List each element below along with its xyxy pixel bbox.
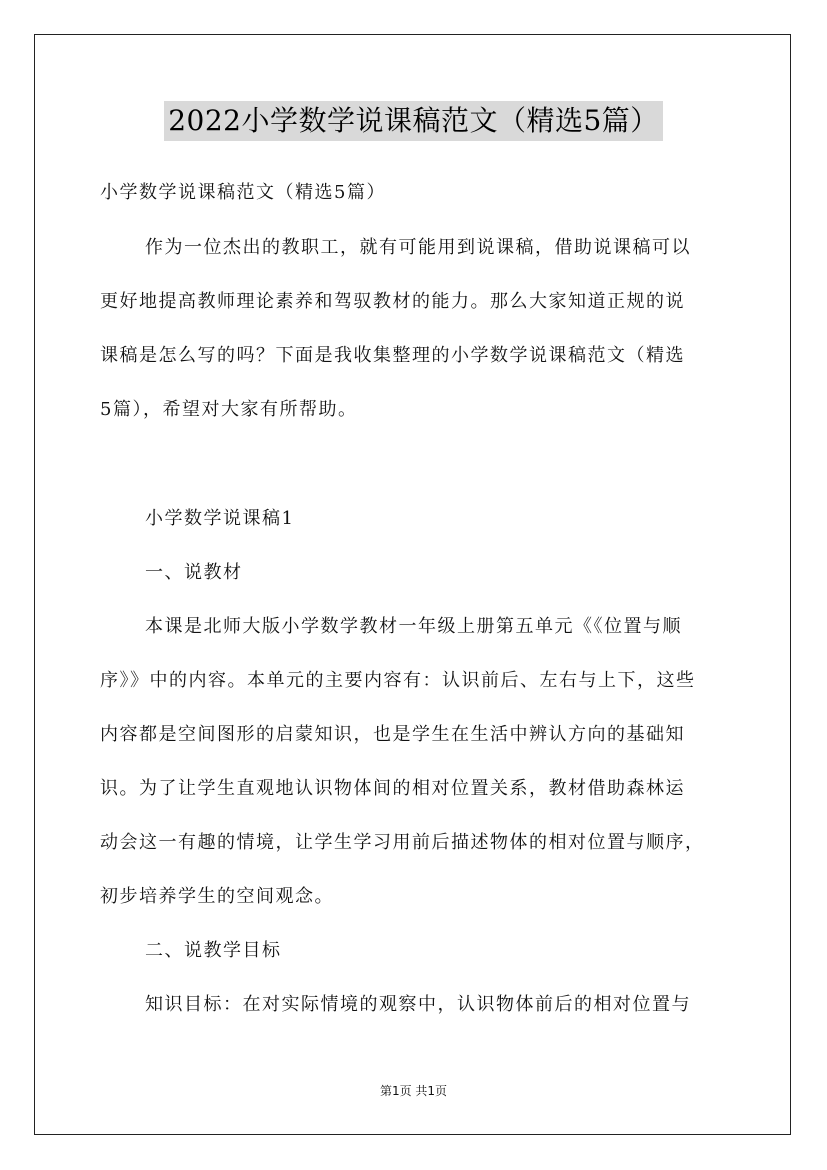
subtitle-line: 小学数学说课稿范文（精选5篇） [100, 182, 386, 203]
title-container [0, 101, 827, 141]
paragraph-line: 识。为了让学生直观地认识物体间的相对位置关系，教材借助森林运 [100, 778, 685, 799]
paragraph-line: 动会这一有趣的情境，让学生学习用前后描述物体的相对位置与顺序， [100, 832, 705, 853]
paragraph-line: 5篇），希望对大家有所帮助。 [100, 399, 358, 420]
paragraph-line: 内容都是空间图形的启蒙知识，也是学生在生活中辨认方向的基础知 [100, 724, 685, 745]
paragraph-line: 更好地提高教师理论素养和驾驭教材的能力。那么大家知道正规的说 [100, 291, 685, 312]
section-heading: 二、说教学目标 [145, 940, 282, 961]
paragraph-line: 作为一位杰出的教职工，就有可能用到说课稿，借助说课稿可以 [145, 237, 691, 258]
document-title: 2022小学数学说课稿范文（精选5篇） [164, 101, 663, 141]
paragraph-line: 序》》中的内容。本单元的主要内容有：认识前后、左右与上下，这些 [100, 670, 696, 691]
page-footer: 第1页 共1页 [379, 1084, 448, 1098]
section-heading: 小学数学说课稿1 [145, 508, 295, 529]
paragraph-line: 初步培养学生的空间观念。 [100, 886, 334, 907]
paragraph-line: 本课是北师大版小学数学教材一年级上册第五单元《《位置与顺 [145, 616, 682, 637]
section-heading: 一、说教材 [145, 562, 243, 583]
paragraph-line: 知识目标：在对实际情境的观察中，认识物体前后的相对位置与 [145, 994, 691, 1015]
paragraph-line: 课稿是怎么写的吗？下面是我收集整理的小学数学说课稿范文（精选 [100, 345, 685, 366]
